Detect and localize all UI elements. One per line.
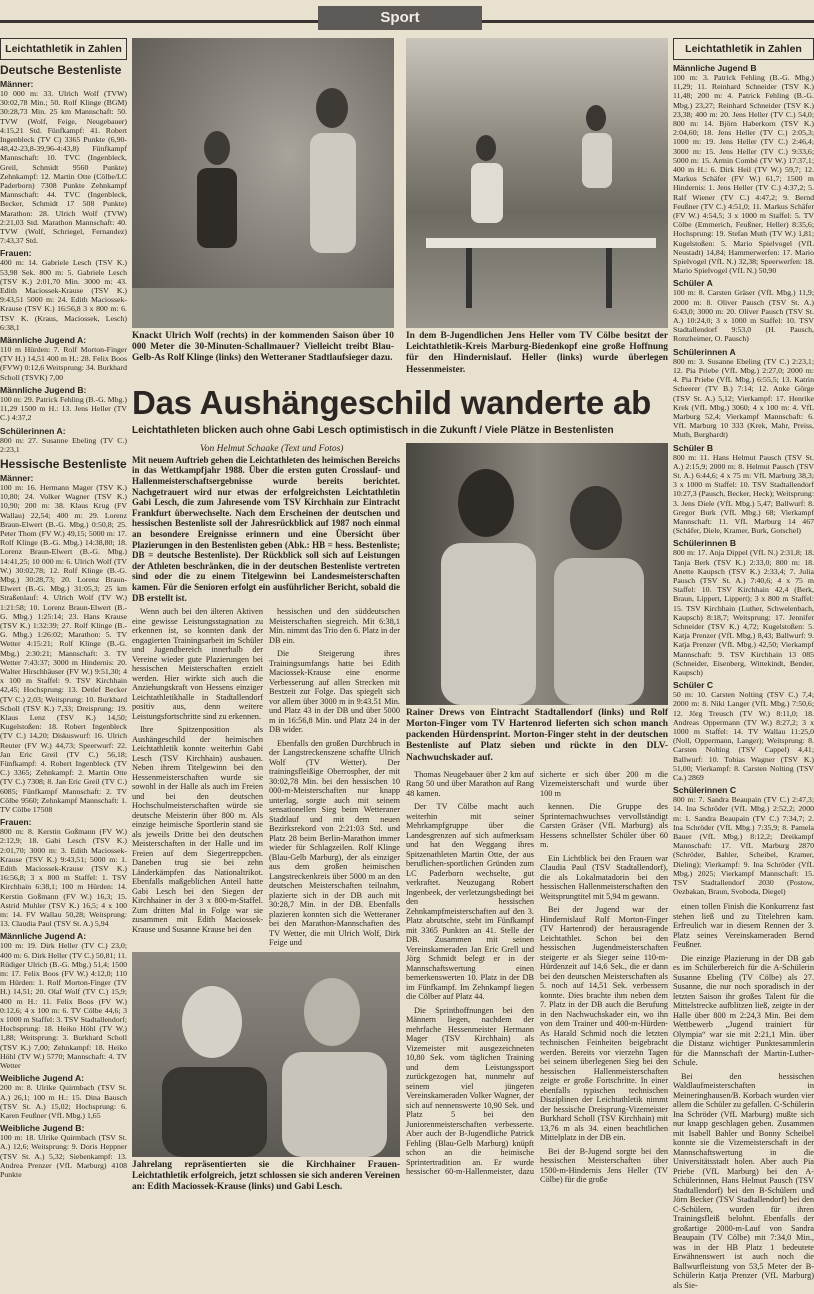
photo-hurdlers-drews-morton-finger — [406, 443, 668, 705]
top-right-figure — [406, 38, 668, 376]
article-column-5 — [673, 902, 814, 1290]
women-silhouette-icon — [132, 952, 400, 1157]
article-paragraph: Ein Lichtblick bei den Frauen war Claudia Paul (TSV Stadtallendorf), die als Lokalmatadorin bei den hessischen Hallenmeisterschaften den Weitsprungtitel mit 5,94 m gewann. — [540, 853, 668, 901]
masthead — [0, 0, 814, 34]
list-group-text: 100 m: 18. Ulrike Quirmbach (TSV St. A.) 12,6; Weitsprung: 9. Doris Heppner (TSV St. A.) 5,32; Siebenkampf: 13. Andrea Prenzer (VfL Marburg) 4108 Punkte — [0, 1133, 127, 1179]
list-group-label: Männliche Jugend A: — [0, 335, 87, 346]
list-group-label: Schülerinnen A: — [0, 425, 66, 436]
list-heading: Hessische Bestenliste — [0, 456, 127, 471]
article-headline: Das Aushängeschild wanderte ab — [132, 383, 652, 421]
caption-middle-right: Rainer Drews von Eintracht Stadtallendorf (links) und Rolf Morton-Finger vom TV Hartenrod lieferten sich schon manch packenden Hürdensprint. Morton-Finger steht in der deutschen Bestenliste auf Platz sieben und rückte in den DLV-Nachwuchskader auf. — [406, 707, 668, 763]
top-left-figure — [132, 38, 394, 376]
article-lower-left — [132, 443, 400, 1193]
article-paragraph: Bei den hessischen Waldlaufmeisterschaften in Meineringhausen/B. Korbach wurden vier allem die Schüler zu gefallen. C-Schülerin Ina Schröder (VfL Marburg) mußte sich nur knapp geschlagen geben. Zusammen mit Isabell Bahler und Bonny Scheibel konnte sie die Vizemeisterschaft in der Mannschaftswertung in die Universitätsstadt holen. Aber auch Pia Priebe (VfL Marburg) bei den A-Schülerinnen, Hans Helmut Pausch (TSV Stadtallendorf) bei den B-Schülern und Jörn Becker (TSV Stadtallendorf) bei den C-Schülern, wurden für ihren Trainingsfleiß belohnt. Ebenfalls der großartige 2000-m-Lauf von Sandra Beaupain (TV Cölbe) mit 7:34,0 Min., was in der HB Platz 1 bedeutete Erwähnenswert ist auch noch die Ballwurfleistung von 53,5 Meter der B-Schülerin Katja Prenzer (VfL Marburg) als Sie- — [673, 1071, 814, 1290]
article-byline: Von Helmut Schaake (Text und Fotos) — [200, 443, 344, 454]
article-paragraph: Die Steigerung ihres Trainingsumfangs hatte bei Edith Maciossek-Krause eine enorme Verbesserung auf allen Strecken mit Bestzeit zur Folge. Das spiegelt sich vor allem über 3000 m in 9:43.51 Min. und Platz 43 in der DB und über 5000 m in 16:56,8 Min. und Platz 24 in der DB wider. — [269, 649, 400, 735]
left-sidebar — [0, 38, 127, 1182]
right-sidebar — [673, 38, 814, 1294]
list-group-text: 800 m: 17. Anja Dippel (VfL N.) 2:31,8; 18. Tanja Berk (TSV K.) 2:33,0; 800 m: 18. Anette Kaupsch (TSV K.) 2:33,4; 7. Julia Pausch (TSV St. A.) 7:40,6; 4 x 75 m Staffel: 10. TSV Kirchhain 42,4 (Berk, Braun, Lippert, Lippert); 3 x 800 m Staffel: 15. TSV Kirchhain (Luther, Schwelenbach, Kaupsch) 8:18,7; Weitsprung: 17. Jennifer Schneider (TSV K.) 4,72; Kugelstoßen: 5. Katja Prenzer (VfL Mbg.) 8,43; Ballwurf: 9. Katja Prenzer (VfL Mbg.) 42,50; Vierkampf Mannschaft: 9. TSV Kirchhain 13 085 (Schneider, Eisenberg, Wittekindt, Bender, Kaupsch) — [673, 548, 814, 677]
article-paragraph: Die Sprinthoffnungen bei den Männern liegen, nachdem der mehrfache Hessenmeister Hermann Mager (TSV Kirchhain) als Vizemeister mit ausgezeichneten 10,80 Sek. vom täglichen Training und dem Leistungssport zurückgezogen hat, nunmehr auf seinem viel jüngeren Vereinskameraden Volker Wagner, der sich auf nennenswerte 10,90 Sek. und Platz 5 bei den Juniorenmeisterschaften verbesserte. Aber auch der B-Jugendliche Patrick Fehling (Blau-Gelb Marburg) knüpft schon an die heimische Sprintertradition an. Er wurde hessischer 60-m-Hallenmeister, dazu sicherte er sich über 200 m die Vizemeisterschaft und wurde über 100 m — [406, 769, 668, 1177]
athletes-silhouette-icon — [406, 443, 668, 705]
list-group-label: Schülerinnen C — [673, 785, 737, 796]
list-group-text: 800 m: 7. Sandra Beaupain (TV C.) 2:47,3; 14. Ina Schröder (VfL Mbg.) 2:52,2; 2000 m: 1. Sandra Beaupain (TV C.) 7:34,7; 2. Ina Schröder (VfL Mbg.) 7:35,9; 8. Pamela Bauer (VfL Mbg.) 8:12,2; Dreikampf Mannschaft: 17. VfL Marburg 2870 (Schröder, Bahler, Scheibel, Kramer, Dieling); Vierkampf: 9. Ina Schröder (VfL Mbg.) 2025; Vierkampf Mannschaft: 15. TSV Stadtallendorf 2030 (Postow, Oezbakan, Braun, Svoboda, Diegel) — [673, 795, 814, 897]
header-rule-left — [0, 20, 318, 23]
list-group-label: Weibliche Jugend B: — [0, 1123, 85, 1134]
article-area — [132, 38, 668, 1193]
list-group-text: 100 m: 3. Patrick Fehling (B.-G. Mbg.) 11,29; 11. Reinhard Schneider (TSV K.) 11,48; 200 m: 4. Patrick Fehling (B.-G. Mbg.) 23,27; Reinhard Schneider (TSV K.) 23,38; 400 m: 20. Jens Heller (TV C.) 54,0; 800 m: 14. Björn Haberkorn (TSV K.) 2:04,60; 18. Jens Heller (TV C.) 2:05,3; 1000 m: 19. Jens Heller (TV C.) 2:46,4; 3000 m: 15. Jens Heller (TV C.) 9:33,6; 5000 m: 15. Armin Combé (TV W.) 17:37,1; 400 m H.: 6. Dirk Heil (TV W.) 59,7; 12. Markus Schäfer (FV W.) 61,7; 1500 m Hindernis: 1. Jens Heller (TV C.) 4:37,2; 5. Ralf Wiener (TV C.) 4:47,2; 9. Bernd Feußner (TV C.) 4:51,0; 11. Markus Schäfer (FV W.) 4:54,5; 3 x 1000 m Staffel: 5. TV Cölbe (Emmerich, Feußner, Heller) 8:35,6; Hochsprung: 19. Stefan Muth (TV W.) 1,81; Kugelstoßen: 5. Mario Spielvogel (VfL Neustadt) 14,84; Hammerwerfen: 17. Mario Spielvogel (VfL N.) 32,38; Speerwerfen: 18. Mario Spielvogel (VfL N.) 50,90 — [673, 73, 814, 276]
list-group-label: Schüler C — [673, 680, 714, 691]
list-group-text: 800 m: 3. Susanne Ebeling (TV C.) 2:23,1; 12. Pia Priebe (VfL Mbg.) 2:27,0; 2000 m: 4. Pia Priebe (VfL Mbg.) 6:55,5; 13. Katrin Scheerer (TV B.) 7:14; 12. Anke Görge (TSV St. A.) 5,12; Vierkampf: 17. Henrike Krek (VfL Mbg.) 3060; 4 x 100 m: 4. VfL Marburg 52,4; Vierkampf Mannschaft: 6. VfL Marburg 10 333 (Krek, Mahr, Preiss, Muth, Burghardt) — [673, 356, 814, 440]
list-group-label: Frauen: — [0, 817, 32, 828]
article-paragraph: Ihre Spitzenposition als Aushängeschild der heimischen Leichtathletik konnte weiterhin Gabi Lesch (TSV Kirchhain) ausbauen. Neben ihrem Titelgewinn bei den Hessenmeisterschaften wurde sie sowohl in der Halle als auch im Freien und bei den deutschen Hochschulmeisterschaften würde sie deutsche Meisterin über 800 m. Als einzige heimische Sportlerin stand sie als jeweils Dritte bei den deutschen Meisterschaften in der Halle und im Freien auf dem Siegertreppchen. Daneben trug sie bei zehn Länderkämpfen das Nationaltrikot. Ebenfalls maßgeblichen Anteil hatte Gabi Lesch bei den Siegen der Kirchhainer in der 3 x 800-m-Staffel. Zum dritten Mal in Folge war sie zusammen mit Edith Maciossek-Krause und Susanne Krause bei den — [132, 725, 263, 934]
article-paragraph: Der TV Cölbe macht auch weiterhin mit seiner Mehrkampfgruppe über die Landesgrenzen auf sich aufmerksam und hat den Weggang ihres Spitzenathleten Martin Otte, der aus beruflichen-sportlichen Gründen zum LC Paderborn wechselte, gut verkraftet. Neuzugang Robert Ingenbeek, der verletzungsbedingt bei den hessischen Zehnkampfmeisterschaften auf den 3. Platz abrutschte, steht im Fünfkampf mit 3365 Punkten an 41. Stelle der DB. Zusammen mit seinen Vereinskameraden Jan Eric Grell und Jörg Schmidt belegt er in der Mannschaftswertung einen bemerkenswerten 10. Platz in der DB im Fünfkampf. Im Zehnkampf liegen die Cölber auf Platz 44. — [406, 802, 534, 1002]
list-group-text: 800 m: 27. Susanne Ebeling (TV C.) 2:23,1 — [0, 435, 127, 454]
page-body — [0, 34, 814, 1294]
list-group-label: Schülerinnen A — [673, 346, 736, 357]
article-lower — [132, 443, 668, 1193]
article-lower-right — [406, 443, 668, 1193]
list-group-label: Schüler B — [673, 442, 714, 453]
caption-top-right: In dem B-Jugendlichen Jens Heller vom TV Cölbe besitzt der Leichtathletik-Kreis Marburg-Biedenkopf eine große Hoffnung für den Hindernislauf. Heller (links) wurde überlegen Hessenmeister. — [406, 331, 668, 375]
list-group-text: 50 m: 10. Carsten Nolting (TSV C.) 7,4; 2000 m: 8. Niki Langer (VfL Mbg.) 7:50,6; 12. Jörg Treusch (TV W.) 8:11,0; 18. Andreas Oppermann (TV W.) 8:27,2; 3 x 1000 m Staffel: 14. TV Wallau 11:25,0 (Noll, Oppermann, Langer); Weitsprung: 8. Carsten Nolting (TSV Cappel) 4,41; Ballwurf: 10. Tobias Wagner (TSV K.) 51,00; Vierkampf: 8. Carsten Nolting (TSV Ca.) 2869 — [673, 690, 814, 783]
article-paragraph: Wenn auch bei den älteren Aktiven eine gewisse Leistungsstagnation zu erkennen ist, so konnten dank der engagierten Trainingsarbeit im Schüler und Jugendbereich innerhalb der Vereine wieder gute Plazierungen bei hessischen Meisterschaften erzielt werden. Hier wirkte sich auch die Anziehungskraft von Hessens einziger Leichtathletikhalle in Stadtallendorf positiv aus, denn weitere Leistungsfortschritte sind zu erkennen. — [132, 607, 263, 721]
list-group-text: 200 m: 8. Ulrike Quirmbach (TSV St. A.) 26,1; 100 m H.: 15. Dina Bausch (TSV St. A.) 15,02; Hochsprung: 6. Karen Feußner (VfL Mbg.) 1,65 — [0, 1083, 127, 1120]
list-heading: Deutsche Bestenliste — [0, 63, 122, 77]
list-group-label: Männliche Jugend A: — [0, 931, 87, 942]
sidebar-title-right: Leichtathletik in Zahlen — [673, 38, 814, 60]
list-group-label: Männer: — [0, 472, 34, 483]
list-group-label: Schülerinnen B — [673, 538, 737, 549]
right-results-list — [673, 63, 814, 896]
article-paragraph: einen tollen Finish die Konkurrenz fast stehen ließ und zu Titelehren kam. Erfreulich war in diesem Rennen der 3. Platz seines Vereinskameraden Bernd Feußner. — [673, 902, 814, 950]
photo-runners-wolf-klinge — [132, 38, 394, 328]
hurdle-icon — [406, 38, 668, 328]
article-paragraph: Thomas Neugebauer über 2 km auf Rang 50 und über Marathon auf Rang 48 kamen. — [406, 769, 534, 798]
article-lead: Mit neuem Auftrieb gehen die Leichtathleten des heimischen Bereichs in das Wettkampfjahr 1988. Über die ersten guten Crosslauf- und Hallenmeisterschaftsergebnisse wurde bereits berichtet. Nachgetrauert wird nur etwas der erfolgreichsten Leichtathletin Gabi Lesch, die zum Jahresende vom TSV Kirchhain zur Eintracht Frankfurt überwechselte. Nach dem Erscheinen der deutschen und hessischen Bestenliste soll der Jahresrückblick auf 1987 noch einmal an besondere Ereignisse erinnern und eine Übersicht über Plazierungen in den Bestenlisten geben (Abk.: HB = hess. Bestenliste; DB = deutsche Bestenliste). Der Rückblick soll sich auf Leistungen der Athleten beschränken, die in der deutschen Bestenliste vertreten sind oder die zu einem Titelgewinn bei Landesmeisterschaften kamen. Für die Senioren erfolgt ein ausführlicher Bericht, sobald die DB erstellt ist. — [132, 454, 400, 603]
list-group-text: 800 m: 11. Hans Helmut Pausch (TSV St. A.) 2:15,9; 2000 m: 8. Helmut Pausch (TSV St. A.) 6:44,6; 4 x 75 m: VfL Marburg 38,3; 3 x 1000 m Staffel: 10. TSV Stadtallendorf 10:27,3 (Pausch, Becker, Heck); Weitsprung: 3. Jens Diele (VfL Mbg.) 5,47; Ballwurf: 8. Gregor Burk (VfL Mbg.) 68; Vierkampf Mannschaft: 11. VfL Marburg 14 467 (Schäfer, Diele, Kramer, Burk, Gotschel) — [673, 452, 814, 536]
list-group-text: 110 m Hürden: 7. Rolf Morton-Finger (TV H.) 14,51 400 m H.: 28. Felix Boos (FVW) 0:12,6 Weitsprung: 34. Burkhard Scholl (TSVK) 7,00 — [0, 345, 127, 382]
list-group-label: Frauen: — [0, 248, 32, 259]
list-group-label: Männliche Jugend B: — [0, 384, 87, 395]
list-group-text: 100 m: 8. Carsten Gräser (VfL Mbg.) 11,9; 2000 m: 8. Oliver Pausch (TSV St. A.) 6:43,0; 3000 m: 20. Oliver Pausch (TSV St. A.) 10:24,0; 3 x 1000 m Staffel: 10. TSV Stadtallendorf 9:53,0 (H. Pausch, Ronzheimer, O. Pausch) — [673, 288, 814, 344]
top-photo-row — [132, 38, 668, 376]
list-group-text: 100 m: 29. Patrick Fehling (B.-G. Mbg.) 11,29 1500 m H.: 13. Jens Heller (TV C.) 4:37,2 — [0, 394, 127, 423]
list-group-text: 400 m: 14. Gabriele Lesch (TSV K.) 53,98 Sek. 800 m: 5. Gabriele Lesch (TSV K.) 2:01,70 Min. 3000 m: 43. Edith Maciossek-Krause (TSV K.) 9:43,51 5000 m: 24. Edith Maciossek-Krause (TSV K.) 16:56,8 3 x 800 m: 6. TSV K. (Kraus, Maciossek, Lesch) 6:38,1 — [0, 258, 127, 332]
article-columns-3-4 — [406, 770, 668, 1185]
list-group-label: Männliche Jugend B — [673, 63, 757, 73]
article-paragraph: kennen. Die Gruppe des Sprinternachwuchses vervollständigt Carsten Gräser (VfL Marburg) als Hessens schnellster Schüler über 60 m. — [540, 802, 668, 850]
list-group-text: 100 m: 16. Hermann Mager (TSV K.) 10,80; 24. Volker Wagner (TSV K.) 10,90; 200 m: 38. Klaus Krug (FV Wallau) 22,54; 400 m: 29. Lorenz Braun-Elwert (B.-G. Mbg.) 0:50,8; 25. Peter Thom (FV W.) 49,15; 5000 m: 17. Rolf Klinge (B.-G. Mbg.) 14:38,80; 18. Lorenz Braun-Elwert (B.-G. Mbg.) 14:41,25; 10 000 m: 6. Ulrich Wolf (TV W.) 30:02,78; 12. Rolf Klinge (B.-G. Mbg.) 30:28,73; 20. Lorenz Braun-Elwert (B.-G. Mbg.) 31:05,3; 25 km Straßenlauf: 4. Ulrich Wolf (TV W.) 1:21:58; 10. Lorenz Braun-Elwert (B.-G. Mbg.) 1:25:14; 23. Hans Krause (TSV K.) 1:32:39; 27. Rolf Klinge (B.-G. Mbg.) 1:26:02; Marathon: 5. TV Wetter 4:15:21; Rolf Klinge (B.-G. Mbg.) 2:30:21; Mannschaft: 3. TV Wetter 7:43:37; 3000 m Hindernis: 20. Walter Hirschhäuser (FV W.) 9:51,30; 4 x 100 m Staffel: 9. TSV Kirchhain 42,45; Hochsprung: 13. Detlef Becker (TV C.) 2,03; Weitsprung: 10. Burkhard Scholl (TSV K.) 7,33; Dreisprung: 19. Klaus Lenz (TSV K.) 14,50; Kugelstoßen: 18. Robert Ingenbleck (TV C.) 14,20; Diskuswurf: 16. Ulrich Reuter (FV W.) 44,73; Speerwurf: 22. Jan Eric Greil (TV C.) 56,18; Fünfkampf: 4. Robert Ingenbleck (TV C.) 3365; Zehnkampf: 2. Martin Otte (TV C.) 7308; 8. Jan Eric Greil (TV C.) 6085; Fünfkampf Mannschaft: 2. TV Cölbe 9560; Zehnkampf Mannschaft: 1. TV Cölbe 17508 — [0, 482, 127, 815]
left-results-list — [0, 63, 127, 1179]
caption-bottom-left: Jahrelang repräsentierten sie die Kirchhainer Frauen-Leichtathletik erfolgreich, jetzt schlossen sie sich anderen Vereinen an: Edith Maciossek-Krause (links) und Gabi Lesch. — [132, 1159, 400, 1193]
article-paragraph: hessischen und den süddeutschen Meisterschaften siegreich. Mit 6:38,1 Min. nimmt das Trio den 6. Platz in der DB ein. — [269, 607, 400, 645]
list-group-label: Weibliche Jugend A: — [0, 1073, 85, 1084]
list-group-text: 800 m: 8. Kerstin Goßmann (FV W.) 2:12,9; 18. Gabi Lesch (TSV K.) 2:01,70; 3000 m: 3. Edith Maciossek-Krause (TSV K.) 9:43,51; 5000 m: 1. Edith Maciossek-Krause (TSV K.) 16:56,8; 3 x 800 m Staffel: 1. TSV Kirchhain 6:38,1; 100 m Hürden: 14. Kerstin Goßmann (FV W.) 16,3; 15. Astrid Muhler (TSV K.) 16,5; 4 x 100 m: 14. FV Wallau 50,28; Weitsprung: 13. Claudia Paul (TSV St. A.) 5,94 — [0, 827, 127, 929]
sidebar-title-left: Leichtathletik in Zahlen — [0, 38, 127, 60]
photo-steeplechase-heller — [406, 38, 668, 328]
photo-kirchhain-women — [132, 952, 400, 1157]
article-paragraph: Ebenfalls den großen Durchbruch in der Langstreckenszene schaffte Ulrich Wolf (TV Wetter). Der trainingsfleißige Oberrospher, der mit 30:02,78 Min. bei den hessischen 10 000-m-Meisterschaften nur knapp unterlag, sorgte auch mit seinem sensationellen Sieg beim Wetteraner Stadtlauf und mit dem neuen Bezirksrekord von 2:21:03 Std. und Platz 28 beim Berlin-Marathon immer wieder für Schlagzeilen. Rolf Klinge (Blau-Gelb Marburg), der als einziger aus dem großen heimischen Langstreckenkreis über 5000 m an den deutschen Meisterschaften teilnahm, plazierte sich in der DB auch mit 30:28,7 Min. in der DB. Ebenfalls plazieren konnten sich die Wetteraner bei den Marathon-Mannschaften des TV Wetter, die mit Ulrich Wolf, Dirk Feige und — [269, 738, 400, 948]
article-paragraph: Bei der Jugend war der Hindernislauf Rolf Morton-Finger (TV Hartenrod) der herausragende Leichtathlet. Schon bei den hessischen Jugendmeisterschaften steigerte er als Sieger seine 110-m-Hürdenzeit auf 14,6 Sek., die er dann bei den deutschen Meisterschaften als 5. noch auf 14,51 Sek. verbessern konnte. Dies brachte ihm neben dem 7. Platz in der DB auch die Berufung in den Nachwuchskader ein, wo ihn von dem Trainer und 400-m-Hürden-As Harald Schmid noch die letzten technischen Feinheiten beigebracht werden. Bereits vor vierzehn Tagen bei seinem überlegenen Sieg bei den hessischen Hallenmeisterschaften zeigte er große Fortschritte. In einer ebenfalls typischen technischen Disziplinen der Leichtathletik nimmt der hessische Dreisprung-Vizemeister Burkhard Scholl (TSV Kirchhain) mit 13,76 m als 34. einen beachtlichen Mittelplatz in der DB ein. — [540, 905, 668, 1143]
header-rule-right — [482, 20, 814, 23]
article-columns-1-2 — [132, 607, 400, 948]
list-group-label: Männer: — [0, 79, 34, 89]
article-paragraph: Bei der B-Jugend sorgte bei den hessischen Meisterschaften über 1500-m-Hindernis Jens Heller (TV Cölbe) für die große — [540, 1146, 668, 1185]
runners-silhouette-icon — [132, 38, 394, 328]
section-title: Sport — [318, 6, 482, 30]
list-group-text: 10 000 m: 33. Ulrich Wolf (TVW) 30:02,78 Min.; 50. Rolf Klinge (BGM) 30:28,73 Min. 25 km Mannschaft: 50. TVW (Wolf, Feige, Neugebauer) 4:15,21 Std. Fünfkampf: 41. Robert Ingenbleck (TV C) 3365 Punkte (6,90-48,42-23,8-39,96-4:43,8) Fünfkampf Mannschaft: 10. TVC (Ingenbleck, Greil, Schmidt 9560 Punkte) Zehnkampf: 12. Martin Otte (Cölbe/LC Paderborn) 7308 Punkte Zehnkampf Mannschaft: 44. TVC (Ingenbleck, Becker, Schmidt 17 508 Punkte) Marathon: 28. Ulrich Wolf (TVW) 2:21,03 Std. Marathon Mannschaft: 40. TVW (Wolf, Schriegel, Fernandez) 7:43,37 Std. — [0, 89, 127, 246]
caption-top-left: Knackt Ulrich Wolf (rechts) in der kommenden Saison über 10 000 Meter die 30-Minuten-Schallmauer? Vielleicht treibt Blau-Gelb-As Rolf Klinge (links) den Wetteraner Stadtlaufsieger dazu. — [132, 331, 394, 364]
list-group-label: Schüler A — [673, 278, 713, 289]
article-paragraph: Die einzige Plazierung in der DB gab es im Schülerbereich für die A-Schülerin Susanne Ebeling (TV Cölbe) als 27. Susanne, die nur noch sporadisch in der letzten Saison ihr großes Talent für die Mittelstrecke aufblitzen ließ, zeigte in der Halle über 800 m 2:24,3 Min. Bei dem Wettbewerb „Jugend trainiert für Olympia“ war sie mit 2:21,1 Min. über die Distanz wichtiger Punktesammlerin für die Mannschaft der Martin-Luther-Schule. — [673, 953, 814, 1068]
article-subheadline: Leichtathleten blicken auch ohne Gabi Lesch optimistisch in die Zukunft / Viele Plätze in Bestenlisten — [132, 424, 614, 436]
list-group-text: 100 m: 19. Dirk Heller (TV C.) 23,0; 400 m: 6. Dirk Heller (TV C.) 50,81; 11. Rüdiger Ulrich (B.-G. Mbg.) 51,4; 1500 m: 17. Felix Boos (FV W.) 4:12,0; 110 m Hürden: 1. Rolf Morton-Finger (TV H.) 14,51; 20. Olaf Wolf (TV C.) 15,9; 400 m H.: 11. Felix Boos (FV W.) 0:12,6; 4 x 100 m: 6. TV Cölbe 44,6; 3 x 1000 m Staffel: 3. TSV Stadtallendorf; Hochsprung: 18. Heiko Höhl (TV W.) 1,88; Weitsprung: 3. Burkhard Scholl (TSV K.) 7,00; Zehnkampf: 18. Heiko Höhl (TV W.) 5770; Mannschaft: 4. TV Wetter — [0, 941, 127, 1071]
